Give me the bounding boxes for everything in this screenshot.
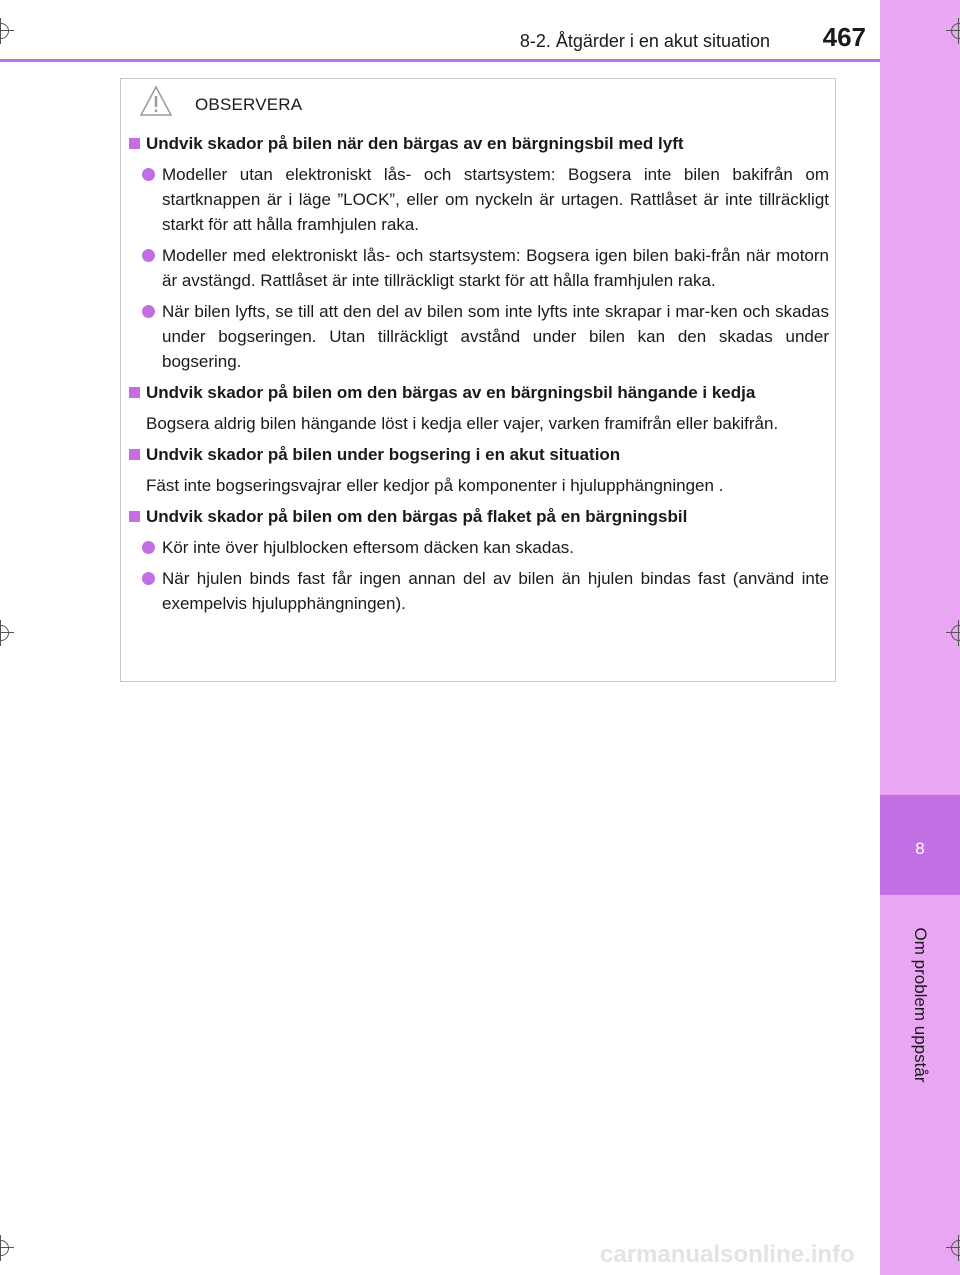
page-header <box>0 0 880 62</box>
crop-mark-icon <box>0 620 14 646</box>
crop-mark-icon <box>0 1235 14 1261</box>
list-item: När hjulen binds fast får ingen annan del av bilen än hjulen bindas fast (använd inte exempelvis hjulupphängningen). <box>129 566 829 616</box>
square-bullet-icon <box>129 449 140 460</box>
watermark-logo <box>600 1238 870 1270</box>
square-bullet-icon <box>129 138 140 149</box>
round-bullet-icon <box>142 572 155 585</box>
section-title: 8-2. Åtgärder i en akut situation <box>519 31 770 51</box>
chapter-number: 8 <box>915 839 925 858</box>
square-bullet-icon <box>129 511 140 522</box>
page-number: 467 <box>822 22 866 52</box>
header-rule <box>0 59 880 62</box>
section-text: Bogsera aldrig bilen hängande löst i kedja eller vajer, varken framifrån eller bakifrån. <box>146 414 779 433</box>
list-item: Kör inte över hjulblocken eftersom däcken kan skadas. <box>129 535 829 560</box>
list-item: Modeller med elektroniskt lås- och startsystem: Bogsera igen bilen baki-från när motorn är avstängd. Rattlåset är inte tillräckligt starkt för att hålla framhjulen raka. <box>129 243 829 293</box>
section-text: Fäst inte bogseringsvajrar eller kedjor på komponenter i hjulupphängningen . <box>146 476 724 495</box>
square-bullet-icon <box>129 387 140 398</box>
chapter-number-box <box>880 795 960 895</box>
warning-label: OBSERVERA <box>195 95 303 114</box>
section-heading: Undvik skador på bilen om den bärgas på flaket på en bärgningsbil <box>129 504 829 529</box>
round-bullet-icon <box>142 168 155 181</box>
round-bullet-icon <box>142 305 155 318</box>
section-heading: Undvik skador på bilen om den bärgas av en bärgningsbil hängande i kedja <box>129 380 829 405</box>
svg-text:carmanualsonline.info: carmanualsonline.info <box>600 1241 855 1268</box>
round-bullet-icon <box>142 541 155 554</box>
section-heading: Undvik skador på bilen när den bärgas av en bärgningsbil med lyft <box>129 131 829 156</box>
warning-triangle-icon <box>139 85 173 117</box>
list-item: Modeller utan elektroniskt lås- och startsystem: Bogsera inte bilen bakifrån om startknappen är i läge ”LOCK”, eller om nyckeln är urtagen. Rattlåset är inte tillräckligt starkt för att hålla framhjulen raka. <box>129 162 829 237</box>
round-bullet-icon <box>142 249 155 262</box>
chapter-title: Om problem uppstår <box>911 927 930 1083</box>
warning-box <box>120 78 836 682</box>
warning-content <box>129 131 829 622</box>
chapter-side-tab <box>880 0 960 1275</box>
list-item: När bilen lyfts, se till att den del av bilen som inte lyfts inte skrapar i mar-ken och skadas under bogseringen. Utan tillräckligt avstånd under bilen kan den skadas under bogsering. <box>129 299 829 374</box>
section-heading: Undvik skador på bilen under bogsering i en akut situation <box>129 442 829 467</box>
